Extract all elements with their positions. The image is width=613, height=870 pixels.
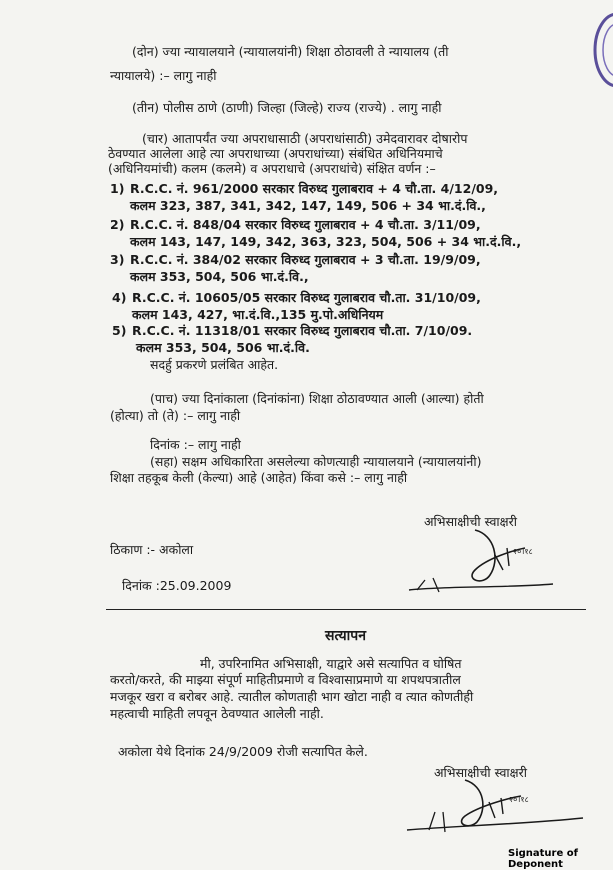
case-line1: R.C.C. नं. 848/04 सरकार विरुध्द गुलाबराव + 4 चौ.ता. 3/11/09,	[130, 217, 481, 232]
case-line1: R.C.C. नं. 11318/01 सरकार विरुध्द गुलाबराव चौ.ता. 7/10/09.	[132, 323, 473, 338]
verification-line1: मी, उपरिनामित अभिसाक्षी, याद्वारे असे सत्यापित व घोषित	[200, 656, 462, 671]
signature-icon	[405, 772, 585, 842]
case-line2: कलम 143, 147, 149, 342, 363, 323, 504, 506 + 34 भा.दं.वि.,	[130, 234, 522, 249]
para3-line: (तीन) पोलीस ठाणे (ठाणी) जिल्हा (जिल्हे) राज्य (राज्ये) . लागु नाही	[132, 100, 442, 115]
case-number: 5)	[112, 323, 127, 338]
divider	[106, 609, 586, 610]
para2-line1: (दोन) ज्या न्यायालयाने (न्यायालयांनी) शिक्षा ठोठावली ते न्यायालय (ती	[132, 44, 449, 59]
para2-line2: न्यायालये) :– लागु नाही	[110, 68, 217, 83]
para5-line1: (पाच) ज्या दिनांकाला (दिनांकांना) शिक्षा ठोठावण्यात आली (आल्या) होती	[150, 391, 484, 406]
case-line2: कलम 353, 504, 506 भा.दं.वि.,	[130, 269, 309, 284]
signature-stamp: Signature of Deponent	[508, 848, 578, 870]
case-number: 2)	[110, 217, 125, 232]
signature-label: अभिसाक्षीची स्वाक्षरी	[434, 765, 527, 780]
svg-text:२०।१८: २०।१८	[513, 547, 533, 556]
case-line2: कलम 353, 504, 506 भा.दं.वि.	[136, 340, 310, 355]
para6-line2: शिक्षा तहकूब केली (केल्या) आहे (आहेत) किंवा कसे :– लागु नाही	[110, 470, 408, 485]
svg-text:२०।१८: २०।१८	[509, 795, 529, 804]
case-number: 3)	[110, 252, 125, 267]
case-number: 1)	[110, 181, 125, 196]
verification-line3: मजकूर खरा व बरोबर आहे. त्यातील कोणताही भाग खोटा नाही व त्यात कोणतीही	[110, 689, 474, 704]
verification-heading: सत्यापन	[325, 628, 366, 644]
para6-line1: (सहा) सक्षम अधिकारिता असलेल्या कोणत्याही न्यायालयाने (न्यायालयांनी)	[150, 454, 482, 469]
para4-line2: ठेवण्यात आलेला आहे त्या अपराधाच्या (अपराधांच्या) संबंधित अधिनियमाचे	[108, 146, 443, 161]
seal-stamp-icon	[591, 10, 613, 90]
verification-line4: महत्वाची माहिती लपवून ठेवण्यात आलेली नाही.	[110, 706, 324, 721]
date-not-applicable: दिनांक :– लागु नाही	[150, 437, 241, 452]
pending-note: सदर्हु प्रकरणे प्रलंबित आहेत.	[150, 357, 279, 372]
signature-label: अभिसाक्षीची स्वाक्षरी	[424, 514, 517, 529]
case-line1: R.C.C. नं. 10605/05 सरकार विरुध्द गुलाबराव चौ.ता. 31/10/09,	[132, 290, 481, 305]
case-line2: कलम 143, 427, भा.दं.वि.,135 मु.पो.अधिनियम	[132, 307, 384, 322]
case-line1: R.C.C. नं. 961/2000 सरकार विरुध्द गुलाबराव + 4 चौ.ता. 4/12/09,	[130, 181, 499, 196]
para5-line2: (होत्या) तो (ते) :– लागु नाही	[110, 408, 241, 423]
case-number: 4)	[112, 290, 127, 305]
para4-line3: (अधिनियमांची) कलम (कलमे) व अपराधाचे (अपराधांचे) संक्षित वर्णन :–	[108, 161, 436, 176]
signature-icon	[405, 520, 555, 595]
date-line: दिनांक :25.09.2009	[122, 578, 232, 593]
verification-line2: करतो/करते, की माझ्या संपूर्ण माहितीप्रमाणे व विश्वासाप्रमाणे या शपथपत्रातील	[110, 672, 461, 687]
verification-place-date: अकोला येथे दिनांक 24/9/2009 रोजी सत्यापित केले.	[118, 744, 368, 759]
case-line2: कलम 323, 387, 341, 342, 147, 149, 506 + 34 भा.दं.वि.,	[130, 198, 486, 213]
para4-line1: (चार) आतापर्यंत ज्या अपराधासाठी (अपराधांसाठी) उमेदवारावर दोषारोप	[142, 131, 468, 146]
place-line: ठिकाण :- अकोला	[110, 542, 194, 557]
case-line1: R.C.C. नं. 384/02 सरकार विरुध्द गुलाबराव + 3 चौ.ता. 19/9/09,	[130, 252, 481, 267]
